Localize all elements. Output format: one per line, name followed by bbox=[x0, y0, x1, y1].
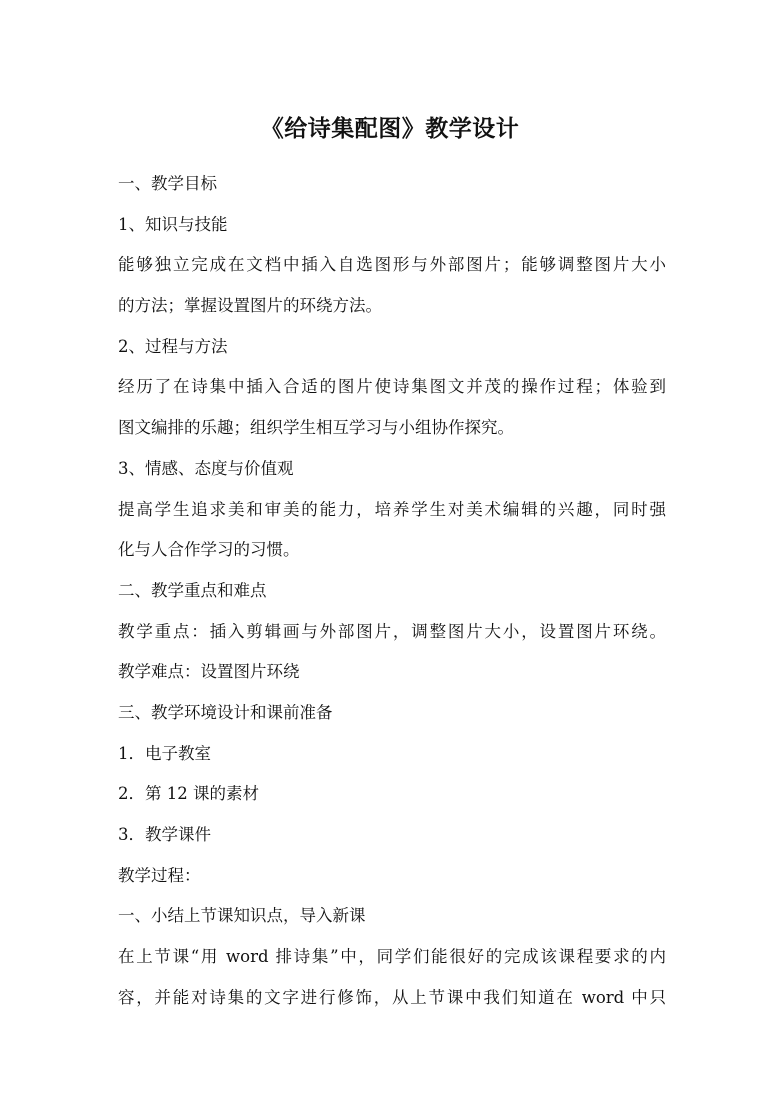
list-item: 3．教学课件 bbox=[118, 825, 211, 844]
subheading-process-methods: 2、过程与方法 bbox=[118, 336, 228, 356]
paragraph-line: 经历了在诗集中插入合适的图片使诗集图文并茂的操作过程；体验到 bbox=[118, 377, 666, 397]
subheading-emotion-values: 3、情感、态度与价值观 bbox=[118, 458, 294, 478]
document-title: 《给诗集配图》教学设计 bbox=[260, 115, 520, 142]
paragraph-line: 化与人合作学习的习惯。 bbox=[118, 540, 300, 560]
section-heading-summary: 一、小结上节课知识点，导入新课 bbox=[118, 906, 366, 926]
paragraph-line: 图文编排的乐趣；组织学生相互学习与小组协作探究。 bbox=[118, 418, 514, 438]
section-heading-environment: 三、教学环境设计和课前准备 bbox=[118, 702, 333, 722]
list-item: 2．第 12 课的素材 bbox=[118, 784, 259, 804]
paragraph-line: 教学难点：设置图片环绕 bbox=[118, 662, 300, 682]
list-item: 1．电子教室 bbox=[118, 743, 211, 763]
document-body bbox=[118, 164, 666, 1018]
paragraph-line: 容，并能对诗集的文字进行修饰，从上节课中我们知道在 word 中只 bbox=[118, 987, 666, 1007]
subheading-knowledge-skills: 1、知识与技能 bbox=[118, 214, 228, 234]
subheading-teaching-process: 教学过程： bbox=[118, 865, 201, 885]
paragraph-line: 教学重点：插入剪辑画与外部图片，调整图片大小，设置图片环绕。 bbox=[118, 621, 666, 641]
section-heading-teaching-goals: 一、教学目标 bbox=[118, 174, 217, 193]
paragraph-line: 的方法；掌握设置图片的环绕方法。 bbox=[118, 296, 382, 316]
paragraph-line: 提高学生追求美和审美的能力，培养学生对美术编辑的兴趣，同时强 bbox=[118, 499, 666, 519]
paragraph-line: 能够独立完成在文档中插入自选图形与外部图片；能够调整图片大小 bbox=[118, 255, 666, 275]
paragraph-line: 在上节课“用 word 排诗集”中，同学们能很好的完成该课程要求的内 bbox=[118, 947, 666, 967]
section-heading-key-points: 二、教学重点和难点 bbox=[118, 580, 267, 600]
